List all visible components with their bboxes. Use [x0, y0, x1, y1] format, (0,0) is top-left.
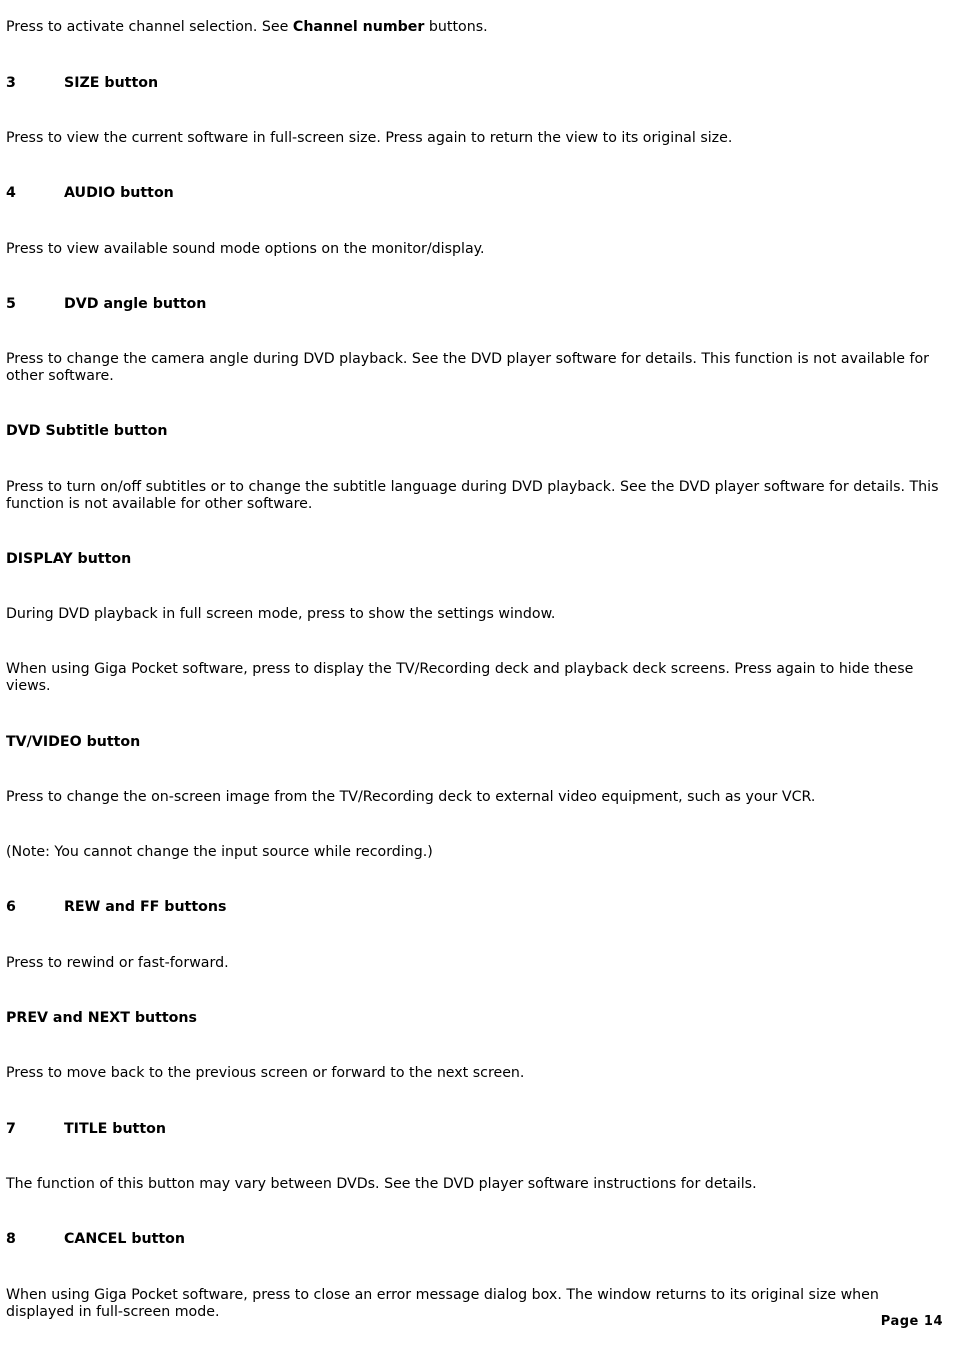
subheading-dvd-subtitle: DVD Subtitle button [6, 423, 168, 439]
section-title: DVD angle button [64, 296, 207, 312]
subheading-display: DISPLAY button [6, 551, 132, 567]
paragraph: Press to change the on-screen image from the TV/Recording deck to external video equipment, such as your VCR. [6, 789, 816, 805]
intro-paragraph [6, 19, 946, 36]
intro-text-end: buttons. [424, 19, 488, 35]
section-number: 3 [6, 75, 16, 91]
paragraph: The function of this button may vary between DVDs. See the DVD player software instructions for details. [6, 1176, 757, 1192]
paragraph: Press to move back to the previous screen or forward to the next screen. [6, 1065, 525, 1081]
section-number: 5 [6, 296, 16, 312]
paragraph: Press to view the current software in full-screen size. Press again to return the view to its original size. [6, 130, 733, 146]
subheading-tv-video: TV/VIDEO button [6, 734, 141, 750]
section-heading-cancel [6, 1231, 946, 1248]
section-title: CANCEL button [64, 1231, 186, 1247]
intro-text: Press to activate channel selection. See [6, 19, 293, 35]
page-number: Page 14 [880, 1314, 943, 1329]
section-number: 6 [6, 899, 16, 915]
section-number: 7 [6, 1121, 16, 1137]
section-number: 4 [6, 185, 16, 201]
section-title: TITLE button [64, 1121, 166, 1137]
section-heading-title [6, 1121, 946, 1138]
section-heading-size [6, 75, 946, 92]
section-number: 8 [6, 1231, 16, 1247]
paragraph: When using Giga Pocket software, press to display the TV/Recording deck and playback deck screens. Press again to hide these views. [6, 661, 914, 694]
note-paragraph: (Note: You cannot change the input source while recording.) [6, 844, 433, 860]
section-title: SIZE button [64, 75, 159, 91]
paragraph: Press to view available sound mode options on the monitor/display. [6, 241, 485, 257]
section-heading-audio [6, 185, 946, 202]
paragraph: When using Giga Pocket software, press to close an error message dialog box. The window returns to its original size when displayed in full-screen mode. [6, 1287, 879, 1320]
section-heading-rew-ff [6, 899, 946, 916]
subheading-prev-next: PREV and NEXT buttons [6, 1010, 197, 1026]
paragraph: Press to turn on/off subtitles or to change the subtitle language during DVD playback. See the DVD player software for details. This function is not available for other software. [6, 479, 939, 512]
section-heading-dvd-angle [6, 296, 946, 313]
paragraph: During DVD playback in full screen mode, press to show the settings window. [6, 606, 556, 622]
section-title: REW and FF buttons [64, 899, 227, 915]
paragraph: Press to change the camera angle during DVD playback. See the DVD player software for details. This function is not available for other software. [6, 351, 929, 384]
section-title: AUDIO button [64, 185, 174, 201]
intro-bold: Channel number [292, 19, 425, 35]
paragraph: Press to rewind or fast-forward. [6, 955, 229, 971]
